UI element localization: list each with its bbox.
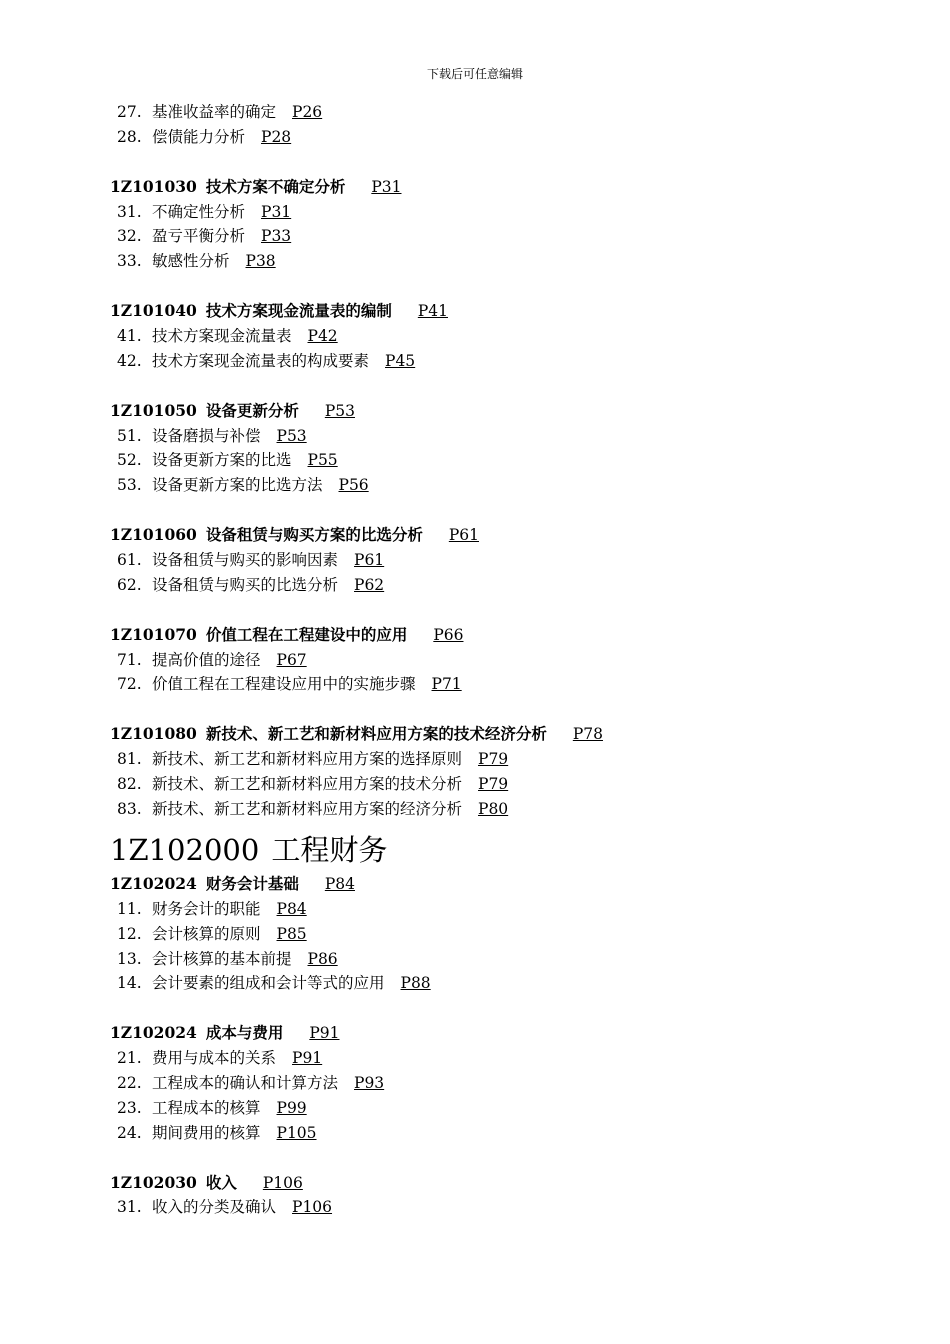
toc-item xyxy=(110,897,910,922)
section-heading xyxy=(110,175,910,200)
page-link[interactable]: P66 xyxy=(433,625,464,644)
toc-item xyxy=(110,971,910,996)
page-link[interactable]: P45 xyxy=(385,351,416,370)
item-title: 基准收益率的确定 xyxy=(152,103,277,121)
page-link[interactable]: P91 xyxy=(292,1049,323,1068)
item-title: 设备租赁与购买的比选分析 xyxy=(152,575,339,594)
item-number: 83. xyxy=(117,799,142,818)
section-heading xyxy=(110,399,910,424)
section-code: 1Z101080 xyxy=(110,724,197,744)
item-number: 41. xyxy=(117,327,142,346)
toc-item xyxy=(110,1121,910,1146)
page-link[interactable]: P62 xyxy=(354,575,385,594)
item-number: 72. xyxy=(117,675,142,694)
item-number: 71. xyxy=(117,650,142,669)
item-number: 53. xyxy=(117,476,142,495)
section-title: 设备更新分析 xyxy=(205,400,299,420)
page-link[interactable]: P53 xyxy=(324,401,355,420)
toc-item xyxy=(110,1071,910,1096)
toc-item xyxy=(110,224,910,249)
section-heading xyxy=(110,299,910,324)
chapter-code: 1Z102000 xyxy=(110,832,260,867)
section-code: 1Z102030 xyxy=(110,1172,197,1192)
toc-item xyxy=(110,947,910,972)
section-heading xyxy=(110,722,910,747)
section-code: 1Z101050 xyxy=(110,400,197,420)
page-link[interactable]: P67 xyxy=(276,650,307,669)
item-title: 收入的分类及确认 xyxy=(152,1198,277,1217)
item-title: 费用与成本的关系 xyxy=(152,1049,277,1068)
item-title: 工程成本的核算 xyxy=(152,1098,261,1117)
toc-item xyxy=(110,772,910,797)
item-title: 提高价值的途径 xyxy=(152,650,261,669)
chapter-heading xyxy=(110,822,910,872)
page-link[interactable]: P88 xyxy=(400,974,431,993)
item-title: 新技术、新工艺和新材料应用方案的经济分析 xyxy=(152,799,463,818)
toc-item xyxy=(110,1046,910,1071)
section-title: 价值工程在工程建设中的应用 xyxy=(205,624,408,644)
page-link[interactable]: P93 xyxy=(354,1073,385,1092)
page-link[interactable]: P78 xyxy=(572,725,603,744)
page-link[interactable]: P86 xyxy=(307,949,338,968)
item-title: 盈亏平衡分析 xyxy=(152,227,246,246)
page-link[interactable]: P99 xyxy=(276,1098,307,1117)
item-number: 31. xyxy=(117,202,142,221)
section-heading xyxy=(110,1171,910,1196)
item-number: 31. xyxy=(117,1198,142,1217)
page-link[interactable]: P91 xyxy=(309,1024,340,1043)
item-number: 32. xyxy=(117,227,142,246)
page-link[interactable]: P79 xyxy=(478,750,509,769)
toc-item xyxy=(110,747,910,772)
section-code: 1Z101040 xyxy=(110,301,197,321)
section-title: 设备租赁与购买方案的比选分析 xyxy=(205,525,423,545)
item-number: 23. xyxy=(117,1098,142,1117)
item-title: 新技术、新工艺和新材料应用方案的选择原则 xyxy=(152,750,463,769)
section-heading xyxy=(110,523,910,548)
item-title: 技术方案现金流量表 xyxy=(152,327,292,346)
item-number: 52. xyxy=(117,451,142,470)
item-number: 22. xyxy=(117,1073,142,1092)
item-number: 12. xyxy=(117,924,142,943)
item-number: 81. xyxy=(117,750,142,769)
section-code: 1Z101030 xyxy=(110,176,197,196)
table-of-contents xyxy=(110,100,910,1220)
item-number: 51. xyxy=(117,426,142,445)
page-header-note: 下载后可任意编辑 xyxy=(426,67,523,81)
toc-item xyxy=(110,100,910,125)
item-title: 偿债能力分析 xyxy=(152,127,246,146)
toc-item xyxy=(110,473,910,498)
page-link[interactable]: P33 xyxy=(261,227,292,246)
section-heading xyxy=(110,623,910,648)
page-link[interactable]: P61 xyxy=(354,551,385,570)
item-title: 会计核算的原则 xyxy=(152,924,261,943)
page-link[interactable]: P28 xyxy=(261,127,292,146)
section-title: 新技术、新工艺和新材料应用方案的技术经济分析 xyxy=(205,724,547,744)
toc-item xyxy=(110,672,910,697)
page-link[interactable]: P42 xyxy=(307,327,338,346)
section-code: 1Z101060 xyxy=(110,525,197,545)
item-title: 设备租赁与购买的影响因素 xyxy=(152,551,339,570)
page-link[interactable]: P106 xyxy=(292,1198,333,1217)
page-link[interactable]: P26 xyxy=(292,103,323,121)
section-title: 财务会计基础 xyxy=(205,873,299,893)
toc-item xyxy=(110,125,910,150)
page-link[interactable]: P38 xyxy=(245,252,276,271)
item-number: 42. xyxy=(117,351,142,370)
toc-item xyxy=(110,548,910,573)
section-title: 收入 xyxy=(205,1172,237,1192)
page-link[interactable]: P31 xyxy=(371,177,402,196)
page-link[interactable]: P71 xyxy=(431,675,462,694)
section-code: 1Z101070 xyxy=(110,624,197,644)
page-link[interactable]: P41 xyxy=(417,302,448,321)
toc-item xyxy=(110,448,910,473)
item-title: 工程成本的确认和计算方法 xyxy=(152,1073,339,1092)
item-number: 13. xyxy=(117,949,142,968)
item-number: 24. xyxy=(117,1123,142,1142)
section-title: 成本与费用 xyxy=(205,1023,284,1043)
toc-item xyxy=(110,797,910,822)
page-link[interactable]: P61 xyxy=(448,526,479,545)
toc-item xyxy=(110,573,910,598)
item-number: 28. xyxy=(117,127,142,146)
item-number: 62. xyxy=(117,575,142,594)
toc-item xyxy=(110,349,910,374)
toc-item xyxy=(110,1096,910,1121)
item-title: 不确定性分析 xyxy=(152,202,246,221)
toc-item xyxy=(110,424,910,449)
section-heading xyxy=(110,872,910,897)
item-title: 设备更新方案的比选 xyxy=(152,451,292,470)
page-link[interactable]: P105 xyxy=(276,1123,317,1142)
item-title: 会计核算的基本前提 xyxy=(152,949,292,968)
item-number: 61. xyxy=(117,551,142,570)
item-number: 82. xyxy=(117,775,142,794)
item-number: 27. xyxy=(117,103,142,121)
toc-item xyxy=(110,922,910,947)
item-number: 21. xyxy=(117,1049,142,1068)
page-link[interactable]: P31 xyxy=(261,202,292,221)
page-link[interactable]: P79 xyxy=(478,775,509,794)
page-link[interactable]: P84 xyxy=(276,899,307,918)
item-title: 新技术、新工艺和新材料应用方案的技术分析 xyxy=(152,775,463,794)
item-title: 敏感性分析 xyxy=(152,252,230,271)
item-number: 11. xyxy=(117,899,142,918)
page-link[interactable]: P53 xyxy=(276,426,307,445)
item-title: 设备更新方案的比选方法 xyxy=(152,476,323,495)
item-title: 期间费用的核算 xyxy=(152,1123,261,1142)
toc-item xyxy=(110,200,910,225)
item-title: 价值工程在工程建设应用中的实施步骤 xyxy=(152,675,416,694)
item-title: 财务会计的职能 xyxy=(152,899,261,918)
chapter-title: 工程财务 xyxy=(271,832,388,867)
page-link[interactable]: P106 xyxy=(262,1173,303,1192)
toc-item xyxy=(110,249,910,274)
item-number: 14. xyxy=(117,974,142,993)
page-link[interactable]: P56 xyxy=(338,476,369,495)
toc-item xyxy=(110,1195,910,1220)
section-title: 技术方案不确定分析 xyxy=(205,176,346,196)
item-number: 33. xyxy=(117,252,142,271)
toc-item xyxy=(110,648,910,673)
toc-item xyxy=(110,324,910,349)
item-title: 设备磨损与补偿 xyxy=(152,426,261,445)
page-link[interactable]: P85 xyxy=(276,924,307,943)
section-code: 1Z102024 xyxy=(110,873,197,893)
page-link[interactable]: P55 xyxy=(307,451,338,470)
section-heading xyxy=(110,1021,910,1046)
item-title: 会计要素的组成和会计等式的应用 xyxy=(152,974,385,993)
page-link[interactable]: P84 xyxy=(324,874,355,893)
item-title: 技术方案现金流量表的构成要素 xyxy=(152,351,370,370)
section-code: 1Z102024 xyxy=(110,1023,197,1043)
section-title: 技术方案现金流量表的编制 xyxy=(205,301,392,321)
page-link[interactable]: P80 xyxy=(478,799,509,818)
